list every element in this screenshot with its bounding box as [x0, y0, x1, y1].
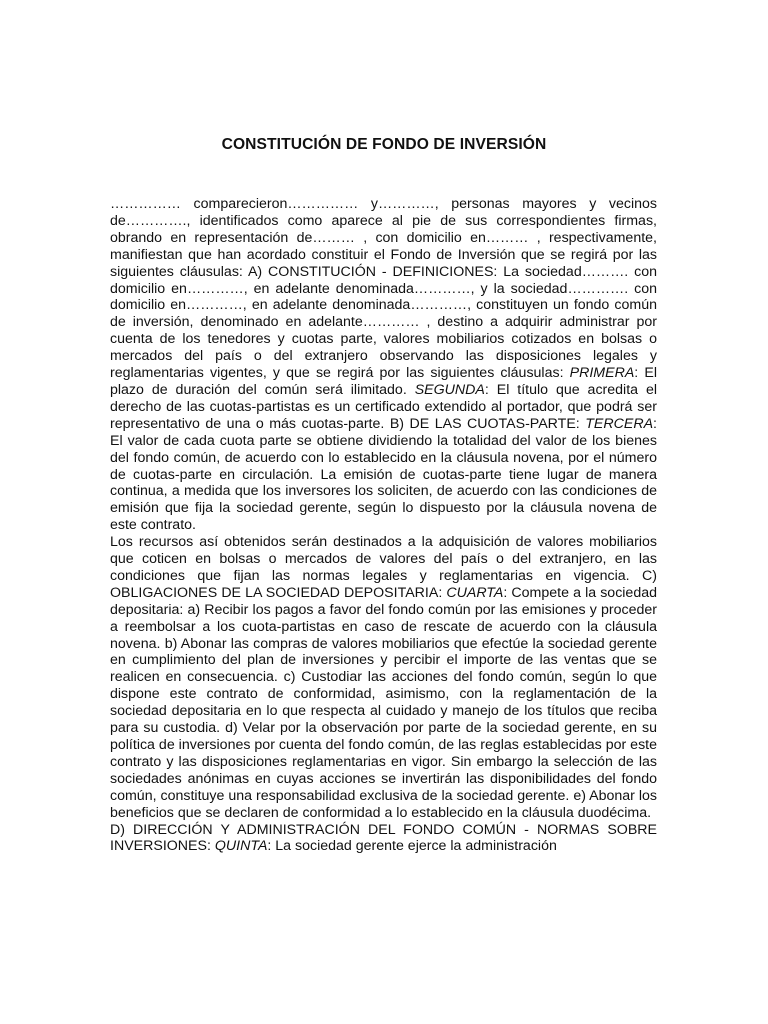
- paragraph-text: : Compete a la sociedad depositaria: a) Recibir los pagos a favor del fondo común por las emisiones y proceder a reembolsar a los cuota-partistas en caso de rescate de acuerdo con la cláusula novena. b) Abonar las compras de valores mobiliarios que efectúe la sociedad gerente en cumplimiento del plan de inversiones y percibir el importe de las ventas que se realicen en consecuencia. c) Custodiar las acciones del fondo común, según lo que dispone este contrato de conformidad, asimismo, con la reglamentación de la sociedad depositaria en lo que respecta al cuidado y manejo de los títulos que reciba para su custodia. d) Velar por la observación por parte de la sociedad gerente, en su política de inversiones por cuenta del fondo común, de las reglas establecidas por este contrato y las disposiciones reglamentarias en vigor. Sin embargo la selección de las sociedades anónimas en cuyas acciones se invertirán las disponibilidades del fondo común, constituye una responsabilidad exclusiva de la sociedad gerente. e) Abonar los beneficios que se declaren de conformidad a lo establecido en la cláusula duodécima.: [110, 584, 657, 821]
- document-body: [110, 196, 657, 855]
- clause-heading: PRIMERA: [569, 365, 635, 382]
- paragraph-text: …………… comparecieron…………… y…………, personas mayores y vecinos de…………., identificados como aparece al pie de sus correspondientes firmas, obrando en representación de……… , con domicilio en……… , respectivamente, manifiestan que han acordado constituir el Fondo de Inversión que se regirá por las siguientes cláusulas: A) CONSTITUCIÓN - DEFINICIONES: La sociedad………. con domicilio en…………, en adelante denominada…………, y la sociedad…………. con domicilio en…………, en adelante denominada…………, constituyen un fondo común de inversión, denominado en adelante………… , destino a adquirir administrar por cuenta de los tenedores y cuotas parte, valores mobiliarios cotizados en bolsas o mercados del país o del extranjero observando las disposiciones legales y reglamentarias vigentes, y que se regirá por las siguientes cláusulas:: [110, 196, 657, 382]
- paragraph-text: D) DIRECCIÓN Y ADMINISTRACIÓN DEL FONDO COMÚN - NORMAS SOBRE INVERSIONES:: [110, 821, 657, 855]
- document-title: CONSTITUCIÓN DE FONDO DE INVERSIÓN: [221, 136, 547, 153]
- paragraph-text: : El plazo de duración del común será ilimitado.: [110, 365, 657, 398]
- clause-heading: SEGUNDA: [414, 381, 485, 398]
- document-paragraph: [110, 534, 657, 821]
- paragraph-text: : La sociedad gerente ejerce la administración: [267, 838, 557, 855]
- paragraph-text: : El valor de cada cuota parte se obtiene dividiendo la totalidad del valor de los bienes del fondo común, de acuerdo con lo establecido en la cláusula novena, por el número de cuotas-parte en circulación. La emisión de cuotas-parte tiene lugar de manera continua, a medida que los inversores los soliciten, de acuerdo con las condiciones de emisión que fija la sociedad gerente, según lo dispuesto por la cláusula novena de este contrato.: [110, 415, 657, 534]
- paragraph-text: : El título que acredita el derecho de las cuotas-partistas es un certificado extendido al portador, que podrá ser representativo de una o más cuotas-parte. B) DE LAS CUOTAS-PARTE:: [110, 381, 658, 432]
- clause-heading: TERCERA: [585, 415, 654, 432]
- document-paragraph: [110, 822, 657, 856]
- clause-heading: CUARTA: [446, 584, 504, 601]
- paragraph-text: Los recursos así obtenidos serán destinados a la adquisición de valores mobiliarios que coticen en bolsas o mercados de valores del país o del extranjero, en las condiciones que fijan las normas legales y reglamentarias en vigencia. C) OBLIGACIONES DE LA SOCIEDAD DEPOSITARIA:: [110, 534, 657, 601]
- document-paragraph: [110, 196, 657, 534]
- clause-heading: QUINTA: [214, 838, 268, 855]
